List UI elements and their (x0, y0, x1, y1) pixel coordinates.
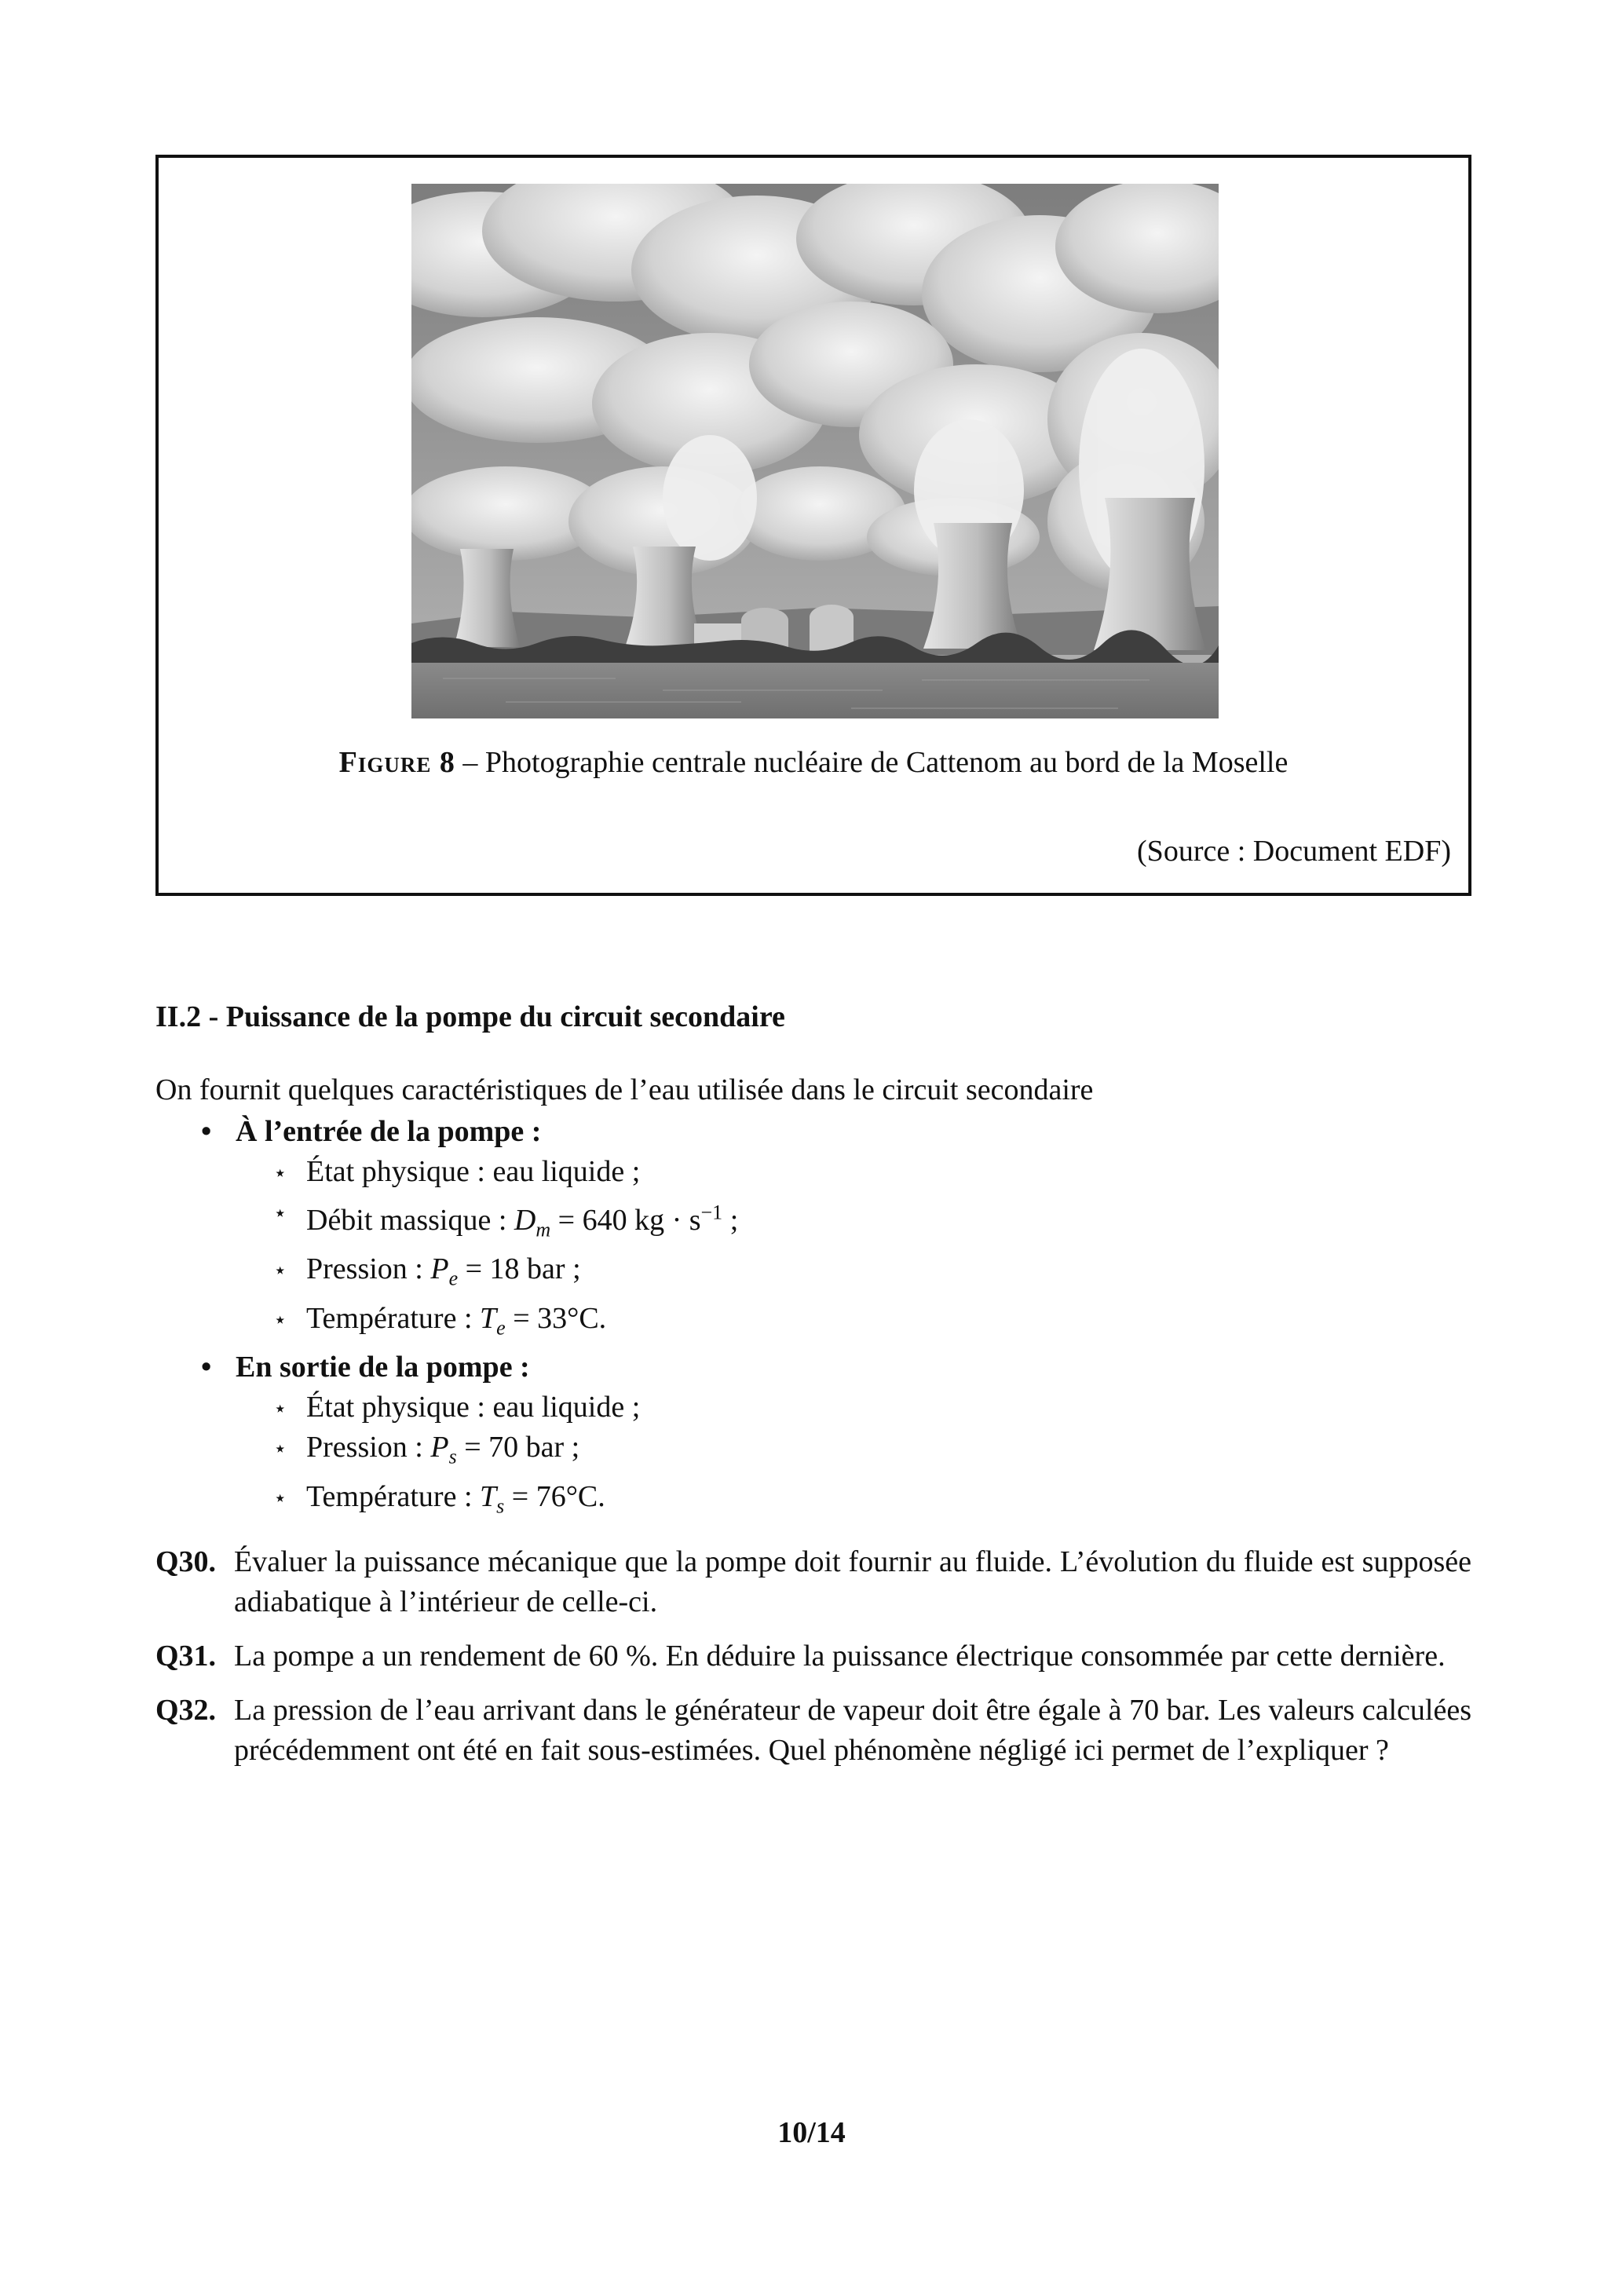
question-label: Q32. (155, 1693, 217, 1727)
question-q30 (155, 1542, 1471, 1622)
figure-caption (159, 743, 1468, 782)
section-title: II.2 - Puissance de la pompe du circuit secondaire (155, 1000, 785, 1033)
question-text: La pompe a un rendement de 60 %. En déduire la puissance électrique consommée par cette dernière. (234, 1639, 1446, 1673)
inlet-sublist (236, 1152, 1471, 1347)
bullet-title-outlet: En sortie de la pompe : (236, 1351, 530, 1384)
inlet-pressure: Pression : $P_e = 18$ bar ; (306, 1252, 581, 1290)
caption-text: Photographie centrale nucléaire de Cattenom au bord de la Moselle (484, 746, 1289, 779)
list-item (236, 1387, 1471, 1428)
bullet-icon: • (201, 1115, 212, 1148)
section-content (155, 997, 1471, 1785)
question-text: La pression de l’eau arrivant dans le générateur de vapeur doit être égale à 70 bar. Les valeurs calculées précédemment ont été en fait sous-estimées. Quel phénomène négligé ici permet de l’expliquer ? (234, 1693, 1471, 1767)
star-icon: ⋆ (273, 1486, 287, 1512)
list-item (236, 1428, 1471, 1477)
inlet-state: État physique : eau liquide ; (306, 1155, 641, 1188)
question-label: Q31. (155, 1639, 217, 1673)
list-item (236, 1192, 1471, 1249)
list-item-inlet (155, 1112, 1471, 1347)
outlet-state: État physique : eau liquide ; (306, 1391, 641, 1424)
inlet-temperature: Température : $T_e = 33^\circ C$. (306, 1301, 607, 1340)
list-item (236, 1299, 1471, 1348)
list-item-outlet (155, 1347, 1471, 1526)
caption-separator: – (462, 746, 478, 779)
star-icon: ⋆ (273, 1201, 287, 1226)
question-q31 (155, 1636, 1471, 1676)
section-intro: On fournit quelques caractéristiques de l’eau utilisée dans le circuit secondaire (155, 1073, 1094, 1106)
list-item (236, 1477, 1471, 1526)
star-icon: ⋆ (273, 1437, 287, 1462)
star-icon: ⋆ (273, 1397, 287, 1422)
figure-frame (155, 155, 1471, 896)
question-text: Évaluer la puissance mécanique que la pompe doit fournir au fluide. L’évolution du fluide est supposée adiabatique à l’intérieur de celle-ci. (234, 1545, 1471, 1618)
bullet-icon: • (201, 1351, 212, 1384)
list-item (236, 1249, 1471, 1299)
outlet-pressure: Pression : $P_s = 70$ bar ; (306, 1431, 580, 1469)
cooling-towers-photo (411, 184, 1219, 718)
inlet-mass-flow: Débit massique : $D_m = 640$ kg · $s^{-1}$ ; (306, 1201, 739, 1241)
questions-list (155, 1542, 1471, 1771)
star-icon: ⋆ (273, 1259, 287, 1284)
question-label: Q30. (155, 1545, 217, 1578)
figure-source: (Source : Document EDF) (1137, 835, 1451, 868)
bullet-title-inlet: À l’entrée de la pompe : (236, 1115, 542, 1148)
characteristics-list (155, 1112, 1471, 1526)
question-q32 (155, 1691, 1471, 1771)
page-number: 10/14 (777, 2116, 846, 2149)
outlet-sublist (236, 1387, 1471, 1526)
photo-illustration (411, 184, 1219, 718)
star-icon: ⋆ (273, 1307, 287, 1333)
outlet-temperature: Température : $T_s = 76^\circ C$. (306, 1480, 605, 1518)
star-icon: ⋆ (273, 1161, 287, 1186)
figure-label: Figure 8 (338, 746, 455, 779)
list-item (236, 1152, 1471, 1192)
